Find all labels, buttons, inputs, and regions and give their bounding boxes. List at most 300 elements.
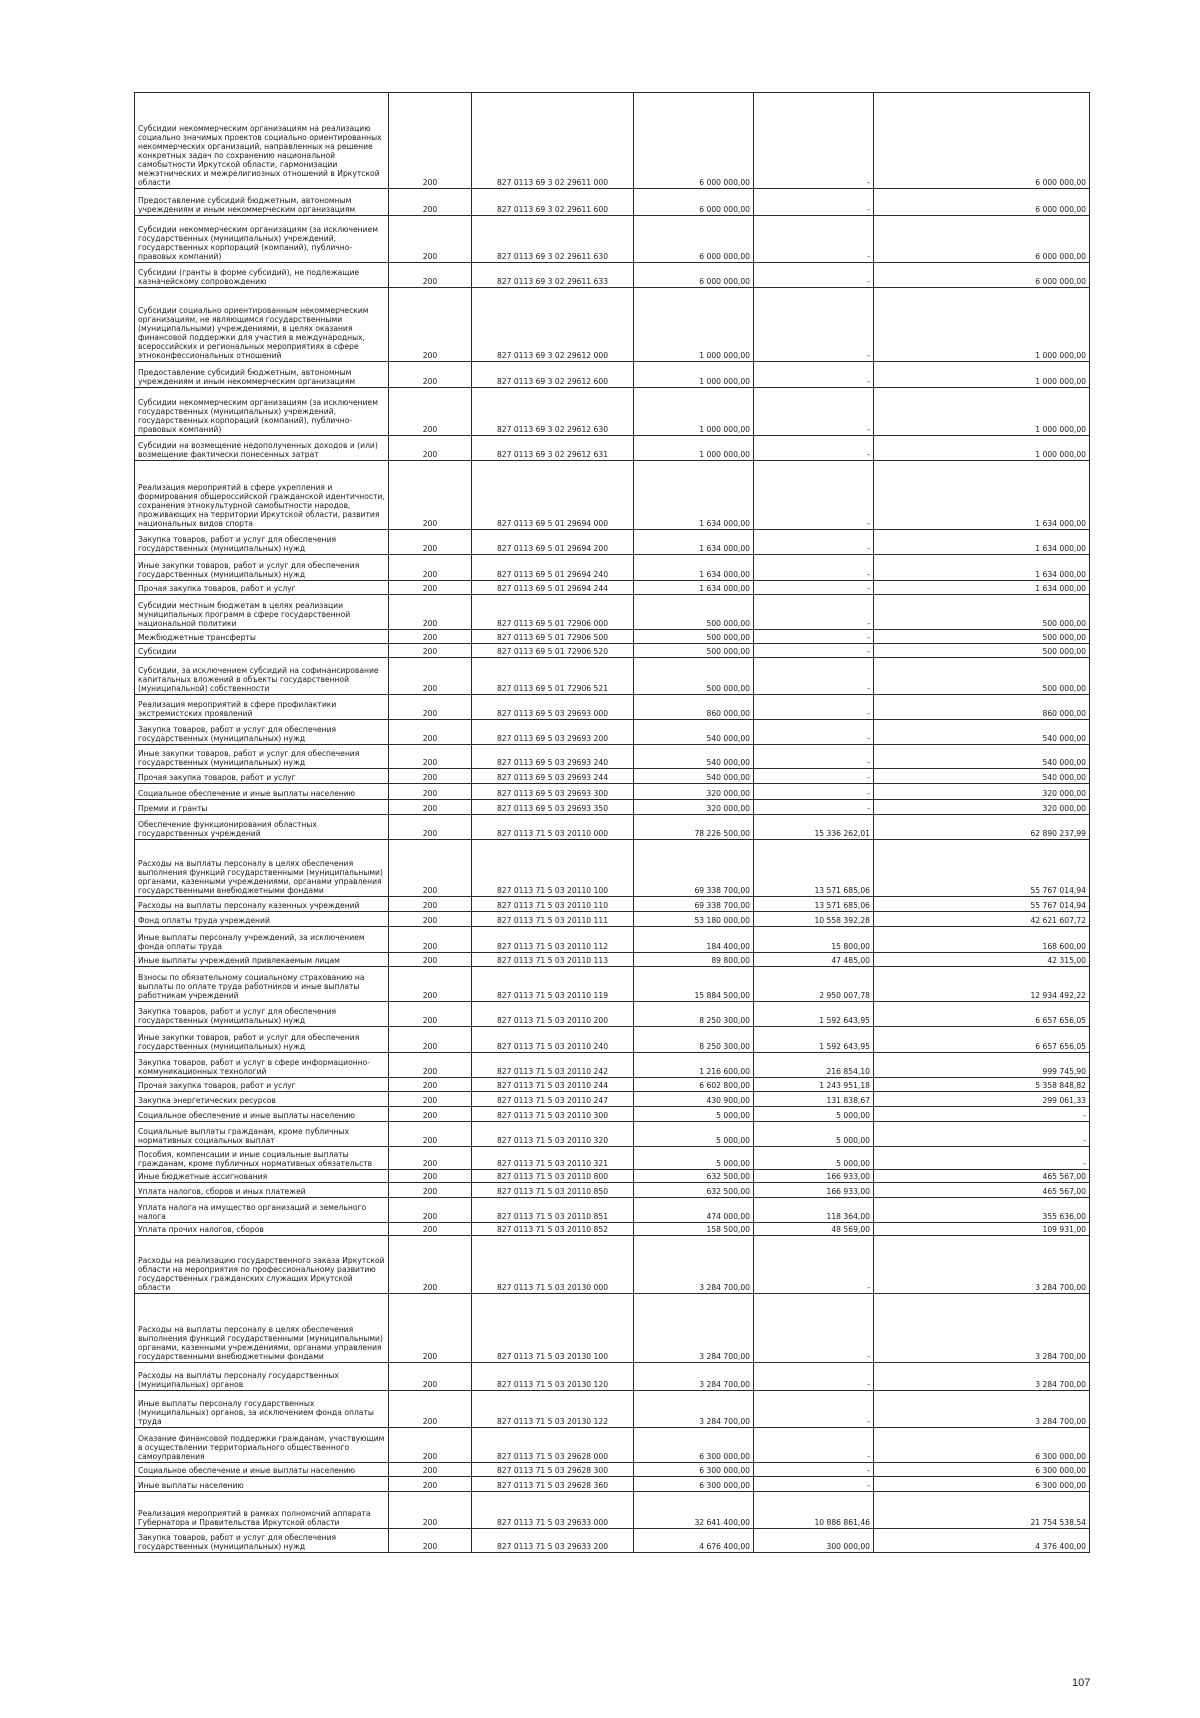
row-description: Предоставление субсидий бюджетным, автономным учреждениям и иным некоммерческим организациям [135,362,389,388]
row-description: Субсидии некоммерческим организациям (за исключением государственных (муниципальных) учреждений, государственных корпораций (компаний), публично-правовых компаний) [135,388,389,436]
row-assigned: 632 500,00 [634,1170,754,1183]
row-description: Социальное обеспечение и иные выплаты населению [135,1463,389,1477]
row-classification: 827 0113 71 5 03 20130 000 [472,1236,634,1294]
table-row [135,1529,1090,1553]
row-executed: - [754,1391,874,1428]
row-executed: - [754,745,874,769]
row-executed: 10 558 392,28 [754,912,874,927]
row-classification: 827 0113 71 5 03 20110 200 [472,1002,634,1027]
row-classification: 827 0113 69 5 03 29693 200 [472,720,634,745]
row-code: 200 [389,912,472,927]
row-remaining: 320 000,00 [874,784,1090,800]
row-code: 200 [389,388,472,436]
row-classification: 827 0113 71 5 03 29633 200 [472,1529,634,1553]
row-remaining: 6 300 000,00 [874,1428,1090,1463]
table-row [135,912,1090,927]
row-classification: 827 0113 69 5 03 29693 000 [472,695,634,720]
row-executed: 1 592 643,95 [754,1027,874,1053]
row-executed: 1 592 643,95 [754,1002,874,1027]
row-remaining: 62 890 237,99 [874,815,1090,840]
row-executed: - [754,288,874,362]
row-remaining: 1 634 000,00 [874,581,1090,595]
table-row [135,461,1090,530]
row-remaining: 55 767 014,94 [874,897,1090,912]
row-code: 200 [389,1477,472,1492]
table-row [135,1053,1090,1078]
row-assigned: 69 338 700,00 [634,840,754,897]
row-description: Социальное обеспечение и иные выплаты населению [135,784,389,800]
row-code: 200 [389,1198,472,1223]
row-remaining: 6 000 000,00 [874,189,1090,216]
table-row [135,595,1090,630]
row-description: Социальные выплаты гражданам, кроме публичных нормативных социальных выплат [135,1122,389,1147]
row-code: 200 [389,1391,472,1428]
table-row [135,630,1090,644]
row-assigned: 500 000,00 [634,595,754,630]
table-row [135,1428,1090,1463]
row-code: 200 [389,897,472,912]
row-description: Субсидии на возмещение недополученных доходов и (или) возмещение фактически понесенных затрат [135,436,389,461]
row-classification: 827 0113 71 5 03 20110 000 [472,815,634,840]
row-classification: 827 0113 71 5 03 20110 111 [472,912,634,927]
row-classification: 827 0113 71 5 03 20110 321 [472,1147,634,1170]
row-code: 200 [389,953,472,967]
row-description: Субсидии (гранты в форме субсидий), не подлежащие казначейскому сопровождению [135,263,389,288]
row-assigned: 1 000 000,00 [634,288,754,362]
row-description: Взносы по обязательному социальному страхованию на выплаты по оплате труда работников и иные выплаты работникам учреждений [135,967,389,1002]
row-classification: 827 0113 71 5 03 29628 000 [472,1428,634,1463]
row-classification: 827 0113 69 5 01 29694 200 [472,530,634,555]
row-remaining: 1 634 000,00 [874,461,1090,530]
row-assigned: 3 284 700,00 [634,1294,754,1363]
row-code: 200 [389,1092,472,1107]
row-assigned: 6 000 000,00 [634,216,754,263]
row-assigned: 320 000,00 [634,800,754,815]
row-description: Закупка товаров, работ и услуг для обеспечения государственных (муниципальных) нужд [135,720,389,745]
row-remaining: 6 300 000,00 [874,1477,1090,1492]
row-code: 200 [389,1147,472,1170]
table-row [135,216,1090,263]
row-executed: 131 838,67 [754,1092,874,1107]
table-row [135,1147,1090,1170]
table-row [135,93,1090,189]
row-description: Премии и гранты [135,800,389,815]
table-row [135,530,1090,555]
table-row [135,1107,1090,1122]
row-classification: 827 0113 71 5 03 29628 360 [472,1477,634,1492]
table-row [135,436,1090,461]
row-remaining: - [874,1122,1090,1147]
row-code: 200 [389,93,472,189]
row-executed: - [754,530,874,555]
row-executed: - [754,388,874,436]
row-classification: 827 0113 71 5 03 20110 242 [472,1053,634,1078]
row-code: 200 [389,815,472,840]
row-code: 200 [389,720,472,745]
row-description: Пособия, компенсации и иные социальные выплаты гражданам, кроме публичных нормативных обязательств [135,1147,389,1170]
row-executed: - [754,216,874,263]
row-executed: - [754,630,874,644]
row-remaining: 168 600,00 [874,927,1090,953]
row-assigned: 6 000 000,00 [634,189,754,216]
row-remaining: 5 358 848,82 [874,1078,1090,1092]
table-row [135,953,1090,967]
row-assigned: 6 000 000,00 [634,93,754,189]
row-code: 200 [389,1122,472,1147]
table-row [135,644,1090,658]
row-code: 200 [389,595,472,630]
row-classification: 827 0113 69 5 01 29694 244 [472,581,634,595]
row-description: Реализация мероприятий в сфере укрепления и формирования общероссийской гражданской идентичности, сохранения этнокультурной самобытности народов, проживающих на территории Иркутской области, развития национальных видов спорта [135,461,389,530]
row-executed: 47 485,00 [754,953,874,967]
row-code: 200 [389,1363,472,1391]
row-assigned: 6 000 000,00 [634,263,754,288]
table-row [135,1391,1090,1428]
row-assigned: 3 284 700,00 [634,1363,754,1391]
table-row [135,1027,1090,1053]
row-executed: - [754,581,874,595]
row-code: 200 [389,784,472,800]
row-remaining: 6 000 000,00 [874,93,1090,189]
row-code: 200 [389,362,472,388]
table-row [135,897,1090,912]
row-remaining: 1 000 000,00 [874,388,1090,436]
table-row [135,720,1090,745]
table-row [135,1170,1090,1183]
row-assigned: 1 000 000,00 [634,362,754,388]
row-remaining: 42 621 607,72 [874,912,1090,927]
row-remaining: 500 000,00 [874,658,1090,695]
row-remaining: 540 000,00 [874,720,1090,745]
row-executed: 166 933,00 [754,1170,874,1183]
table-row [135,1002,1090,1027]
row-remaining: 500 000,00 [874,630,1090,644]
row-description: Уплата налогов, сборов и иных платежей [135,1183,389,1198]
row-executed: - [754,769,874,784]
row-executed: 1 243 951,18 [754,1078,874,1092]
row-remaining: 465 567,00 [874,1170,1090,1183]
row-classification: 827 0113 69 3 02 29611 600 [472,189,634,216]
row-remaining: 999 745,90 [874,1053,1090,1078]
row-classification: 827 0113 71 5 03 29628 300 [472,1463,634,1477]
row-code: 200 [389,1170,472,1183]
row-assigned: 8 250 300,00 [634,1002,754,1027]
row-classification: 827 0113 71 5 03 29633 000 [472,1492,634,1529]
table-row [135,189,1090,216]
row-remaining: 500 000,00 [874,595,1090,630]
row-classification: 827 0113 69 5 01 29694 240 [472,555,634,581]
row-assigned: 3 284 700,00 [634,1391,754,1428]
row-executed: - [754,1294,874,1363]
row-remaining: 4 376 400,00 [874,1529,1090,1553]
row-description: Расходы на выплаты персоналу казенных учреждений [135,897,389,912]
row-description: Иные закупки товаров, работ и услуг для обеспечения государственных (муниципальных) нужд [135,745,389,769]
row-code: 200 [389,189,472,216]
row-executed: - [754,189,874,216]
row-description: Субсидии социально ориентированным некоммерческим организациям, не являющимся государственными (муниципальными) учреждениями, в целях оказания финансовой поддержки для участия в международных, всероссийских и региональных мероприятиях в сфере этноконфессиональных отношений [135,288,389,362]
row-remaining: 1 000 000,00 [874,362,1090,388]
row-remaining: 42 315,00 [874,953,1090,967]
row-remaining: 500 000,00 [874,644,1090,658]
row-classification: 827 0113 71 5 03 20110 240 [472,1027,634,1053]
row-code: 200 [389,1078,472,1092]
row-executed: - [754,800,874,815]
row-description: Прочая закупка товаров, работ и услуг [135,581,389,595]
row-executed: - [754,461,874,530]
row-executed: 5 000,00 [754,1122,874,1147]
table-row [135,815,1090,840]
row-code: 200 [389,1463,472,1477]
row-assigned: 860 000,00 [634,695,754,720]
row-assigned: 4 676 400,00 [634,1529,754,1553]
row-assigned: 5 000,00 [634,1147,754,1170]
row-executed: - [754,658,874,695]
table-row [135,1492,1090,1529]
table-row [135,555,1090,581]
table-row [135,1198,1090,1223]
row-code: 200 [389,1236,472,1294]
row-executed: - [754,436,874,461]
row-description: Оказание финансовой поддержки гражданам, участвующим в осуществлении территориального общественного самоуправления [135,1428,389,1463]
row-description: Субсидии [135,644,389,658]
row-classification: 827 0113 69 3 02 29611 633 [472,263,634,288]
row-code: 200 [389,1053,472,1078]
row-classification: 827 0113 71 5 03 20110 320 [472,1122,634,1147]
table-row [135,927,1090,953]
row-description: Фонд оплаты труда учреждений [135,912,389,927]
row-classification: 827 0113 69 5 03 29693 300 [472,784,634,800]
row-executed: - [754,362,874,388]
row-assigned: 1 000 000,00 [634,388,754,436]
table-row [135,695,1090,720]
table-row [135,1078,1090,1092]
row-assigned: 89 800,00 [634,953,754,967]
row-executed: 118 364,00 [754,1198,874,1223]
table-row [135,1463,1090,1477]
row-executed: - [754,720,874,745]
row-code: 200 [389,1027,472,1053]
row-assigned: 1 000 000,00 [634,436,754,461]
row-remaining: 6 657 656,05 [874,1002,1090,1027]
row-remaining: 860 000,00 [874,695,1090,720]
row-assigned: 184 400,00 [634,927,754,953]
row-description: Расходы на выплаты персоналу в целях обеспечения выполнения функций государственными (муниципальными) органами, казенными учреждениями, органами управления государственными внебюджетными фондами [135,1294,389,1363]
row-description: Расходы на выплаты персоналу в целях обеспечения выполнения функций государственными (муниципальными) органами, казенными учреждениями, органами управления государственными внебюджетными фондами [135,840,389,897]
table-row [135,1294,1090,1363]
row-classification: 827 0113 71 5 03 20130 100 [472,1294,634,1363]
row-classification: 827 0113 71 5 03 20110 300 [472,1107,634,1122]
row-remaining: 320 000,00 [874,800,1090,815]
row-assigned: 540 000,00 [634,769,754,784]
table-row [135,362,1090,388]
row-classification: 827 0113 69 5 03 29693 244 [472,769,634,784]
row-assigned: 474 000,00 [634,1198,754,1223]
row-classification: 827 0113 69 5 03 29693 240 [472,745,634,769]
row-classification: 827 0113 69 5 01 29694 000 [472,461,634,530]
row-remaining: 6 000 000,00 [874,216,1090,263]
row-code: 200 [389,581,472,595]
row-description: Субсидии некоммерческим организациям на реализацию социально значимых проектов социально ориентированных некоммерческих организаций, направленных на решение конкретных задач по сохранению национальной самобытности Иркутской области, гармонизации межэтнических и межрелигиозных отношений в Иркутской области [135,93,389,189]
row-code: 200 [389,1223,472,1236]
row-assigned: 430 900,00 [634,1092,754,1107]
row-description: Закупка товаров, работ и услуг в сфере информационно-коммуникационных технологий [135,1053,389,1078]
row-executed: 15 800,00 [754,927,874,953]
row-assigned: 540 000,00 [634,720,754,745]
row-remaining: 3 284 700,00 [874,1236,1090,1294]
row-remaining: 540 000,00 [874,745,1090,769]
row-remaining: 355 636,00 [874,1198,1090,1223]
row-classification: 827 0113 71 5 03 20110 247 [472,1092,634,1107]
table-row [135,1122,1090,1147]
row-description: Субсидии некоммерческим организациям (за исключением государственных (муниципальных) учреждений, государственных корпораций (компаний), публично-правовых компаний) [135,216,389,263]
row-code: 200 [389,1183,472,1198]
row-assigned: 500 000,00 [634,644,754,658]
row-executed: - [754,1363,874,1391]
row-assigned: 1 634 000,00 [634,530,754,555]
row-remaining: 3 284 700,00 [874,1391,1090,1428]
row-remaining: 55 767 014,94 [874,840,1090,897]
row-description: Расходы на реализацию государственного заказа Иркутской области на мероприятия по профессиональному развитию государственных гражданских служащих Иркутской области [135,1236,389,1294]
row-assigned: 500 000,00 [634,658,754,695]
row-classification: 827 0113 71 5 03 20110 851 [472,1198,634,1223]
row-classification: 827 0113 69 5 01 72906 000 [472,595,634,630]
row-code: 200 [389,461,472,530]
row-code: 200 [389,530,472,555]
row-description: Закупка энергетических ресурсов [135,1092,389,1107]
row-executed: 216 854,10 [754,1053,874,1078]
row-executed: - [754,1236,874,1294]
row-description: Реализация мероприятий в рамках полномочий аппарата Губернатора и Правительства Иркутской области [135,1492,389,1529]
row-code: 200 [389,1529,472,1553]
row-description: Иные выплаты населению [135,1477,389,1492]
row-code: 200 [389,745,472,769]
row-classification: 827 0113 71 5 03 20130 120 [472,1363,634,1391]
row-classification: 827 0113 71 5 03 20110 800 [472,1170,634,1183]
row-remaining: - [874,1107,1090,1122]
row-remaining: 1 000 000,00 [874,288,1090,362]
table-row [135,581,1090,595]
row-executed: - [754,1463,874,1477]
row-assigned: 3 284 700,00 [634,1236,754,1294]
row-assigned: 15 884 500,00 [634,967,754,1002]
row-classification: 827 0113 71 5 03 20130 122 [472,1391,634,1428]
row-description: Межбюджетные трансферты [135,630,389,644]
row-assigned: 1 634 000,00 [634,461,754,530]
row-executed: 13 571 685,06 [754,897,874,912]
row-assigned: 6 300 000,00 [634,1477,754,1492]
row-classification: 827 0113 71 5 03 20110 112 [472,927,634,953]
row-remaining: 299 061,33 [874,1092,1090,1107]
row-code: 200 [389,927,472,953]
row-classification: 827 0113 71 5 03 20110 100 [472,840,634,897]
row-remaining: 1 634 000,00 [874,530,1090,555]
table-row [135,769,1090,784]
row-code: 200 [389,1107,472,1122]
row-classification: 827 0113 69 3 02 29612 000 [472,288,634,362]
row-description: Субсидии, за исключением субсидий на софинансирование капитальных вложений в объекты государственной (муниципальной) собственности [135,658,389,695]
row-remaining: 1 634 000,00 [874,555,1090,581]
table-row [135,263,1090,288]
row-classification: 827 0113 71 5 03 20110 850 [472,1183,634,1198]
row-executed: 13 571 685,06 [754,840,874,897]
row-code: 200 [389,800,472,815]
row-description: Закупка товаров, работ и услуг для обеспечения государственных (муниципальных) нужд [135,530,389,555]
table-row [135,1477,1090,1492]
row-assigned: 1 216 600,00 [634,1053,754,1078]
table-row [135,745,1090,769]
row-remaining: 6 657 656,05 [874,1027,1090,1053]
row-description: Расходы на выплаты персоналу государственных (муниципальных) органов [135,1363,389,1391]
row-code: 200 [389,1294,472,1363]
row-executed: - [754,555,874,581]
row-assigned: 5 000,00 [634,1107,754,1122]
row-description: Уплата прочих налогов, сборов [135,1223,389,1236]
row-classification: 827 0113 69 3 02 29612 631 [472,436,634,461]
row-assigned: 6 602 800,00 [634,1078,754,1092]
row-remaining: 12 934 492,22 [874,967,1090,1002]
row-code: 200 [389,658,472,695]
row-executed: - [754,695,874,720]
row-assigned: 158 500,00 [634,1223,754,1236]
page-number: 107 [1072,1677,1091,1689]
table-row [135,967,1090,1002]
row-description: Обеспечение функционирования областных государственных учреждений [135,815,389,840]
row-code: 200 [389,695,472,720]
row-executed: - [754,1477,874,1492]
row-classification: 827 0113 69 5 01 72906 520 [472,644,634,658]
row-assigned: 1 634 000,00 [634,555,754,581]
row-code: 200 [389,555,472,581]
row-code: 200 [389,840,472,897]
row-classification: 827 0113 71 5 03 20110 852 [472,1223,634,1236]
row-assigned: 6 300 000,00 [634,1428,754,1463]
row-code: 200 [389,1002,472,1027]
row-code: 200 [389,216,472,263]
row-executed: - [754,595,874,630]
row-assigned: 632 500,00 [634,1183,754,1198]
row-classification: 827 0113 69 3 02 29612 600 [472,362,634,388]
row-description: Субсидии местным бюджетам в целях реализации муниципальных программ в сфере государственной национальной политики [135,595,389,630]
row-classification: 827 0113 69 3 02 29611 000 [472,93,634,189]
row-code: 200 [389,644,472,658]
row-executed: 166 933,00 [754,1183,874,1198]
row-description: Иные закупки товаров, работ и услуг для обеспечения государственных (муниципальных) нужд [135,1027,389,1053]
row-assigned: 6 300 000,00 [634,1463,754,1477]
row-code: 200 [389,436,472,461]
row-assigned: 320 000,00 [634,784,754,800]
row-description: Социальное обеспечение и иные выплаты населению [135,1107,389,1122]
row-assigned: 32 641 400,00 [634,1492,754,1529]
row-remaining: 1 000 000,00 [874,436,1090,461]
row-assigned: 53 180 000,00 [634,912,754,927]
row-remaining: 109 931,00 [874,1223,1090,1236]
table-row [135,1183,1090,1198]
budget-table-body [135,93,1090,1553]
row-executed: - [754,93,874,189]
table-row [135,658,1090,695]
row-executed: 300 000,00 [754,1529,874,1553]
table-row [135,1363,1090,1391]
row-classification: 827 0113 71 5 03 20110 244 [472,1078,634,1092]
row-classification: 827 0113 69 5 01 72906 521 [472,658,634,695]
row-assigned: 69 338 700,00 [634,897,754,912]
row-assigned: 78 226 500,00 [634,815,754,840]
row-description: Иные бюджетные ассигнования [135,1170,389,1183]
row-description: Прочая закупка товаров, работ и услуг [135,1078,389,1092]
row-description: Реализация мероприятий в сфере профилактики экстремистских проявлений [135,695,389,720]
row-classification: 827 0113 71 5 03 20110 113 [472,953,634,967]
row-executed: 2 950 007,78 [754,967,874,1002]
